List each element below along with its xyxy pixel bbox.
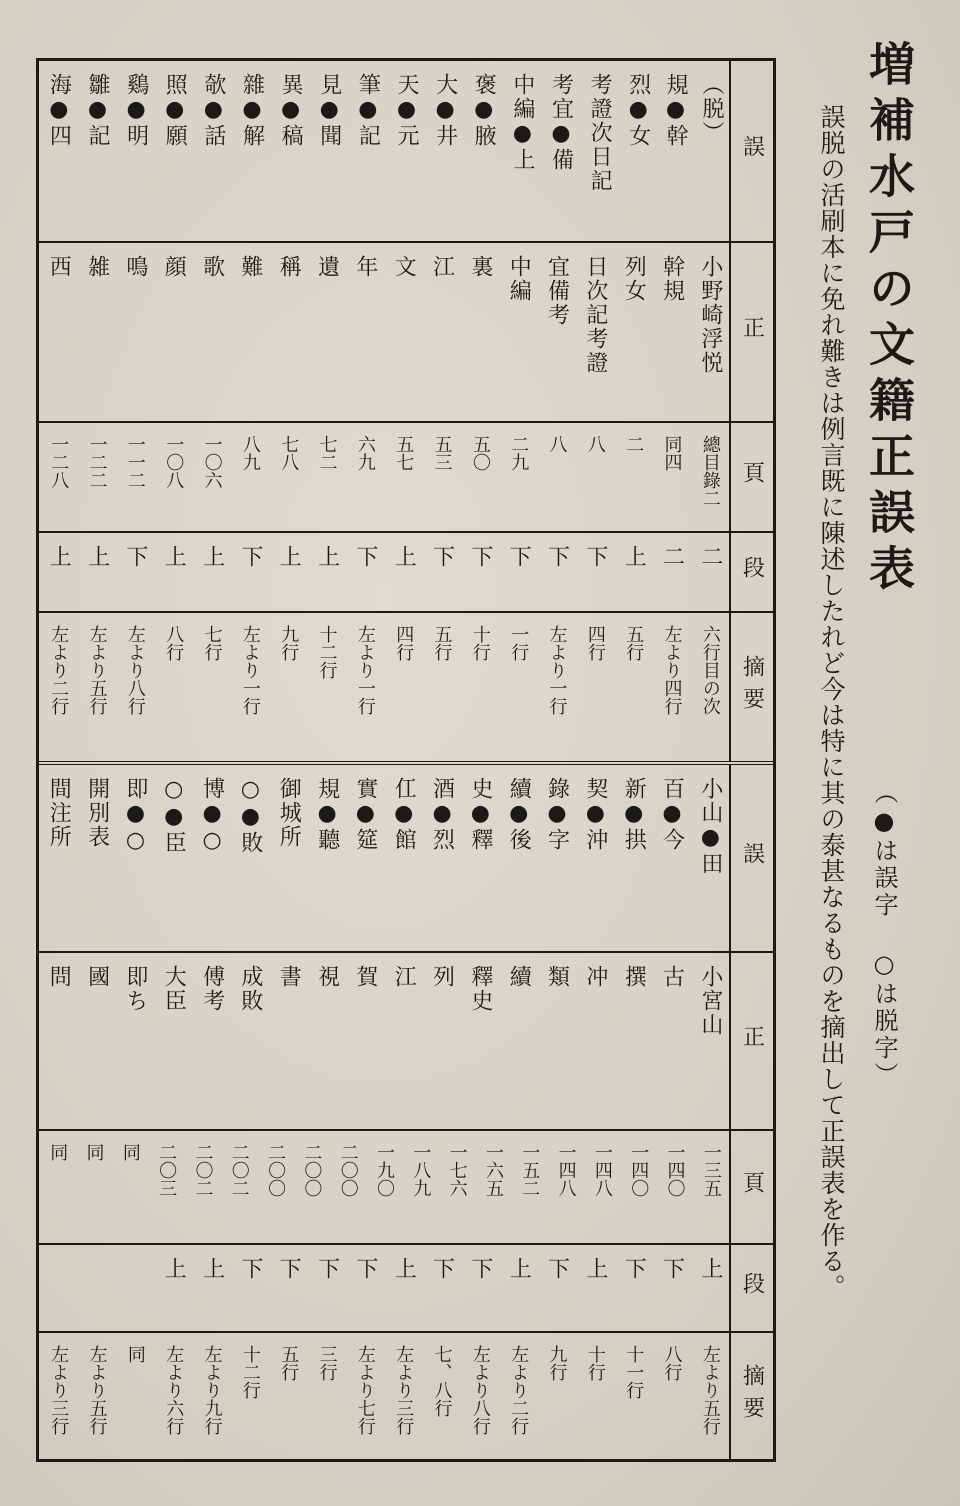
label-page-lower: 頁 [731, 1131, 773, 1245]
summary-entry: 左より三行 [393, 1345, 415, 1435]
upper-correct-band [39, 243, 729, 423]
section-entry: 下 [429, 545, 455, 569]
section-entry [116, 1245, 154, 1331]
summary-entry: 七、八行 [431, 1345, 453, 1417]
section-entry: 上 [391, 545, 417, 569]
section-entry: 下 [352, 545, 378, 569]
summary-entry: 左より五行 [699, 1345, 721, 1435]
label-error: 誤 [731, 61, 773, 243]
summary-entry: 左より一行 [546, 625, 568, 715]
error-entry: 考證次日記 [587, 73, 613, 193]
section-entry: 上 [84, 545, 110, 569]
page-entry: 一二八 [48, 435, 70, 489]
section-entry: 下 [429, 1257, 455, 1281]
page-entry: 二〇三 [156, 1143, 178, 1197]
correct-entry: 賀 [352, 965, 378, 989]
correct-entry: 傅考 [199, 965, 225, 1013]
section-entry: 上 [161, 1257, 187, 1281]
errata-table [36, 58, 776, 1462]
page-entry: 一〇六 [201, 435, 223, 489]
summary-entry: 一行 [508, 625, 530, 661]
correct-entry: 書 [276, 965, 302, 989]
error-entry: 酒●烈 [429, 777, 455, 852]
upper-label-column [729, 61, 773, 761]
upper-page-band [39, 423, 729, 533]
error-entry: 續●後 [506, 777, 532, 852]
page-entry: 一二二 [86, 435, 108, 489]
page-entry: 五〇 [469, 435, 491, 471]
correct-entry: 釋史 [467, 965, 493, 1013]
correct-entry: 鳴 [122, 255, 148, 279]
error-entry: 大●井 [432, 73, 458, 148]
correct-entry: 續 [506, 965, 532, 989]
upper-section-band [39, 533, 729, 613]
correct-entry: 年 [352, 255, 378, 279]
correct-entry: 古 [659, 965, 685, 989]
section-entry: 下 [544, 545, 570, 569]
section-entry: 下 [314, 1257, 340, 1281]
summary-entry: 八行 [163, 625, 185, 661]
page-entry: 二〇二 [228, 1143, 250, 1197]
summary-entry: 十行 [469, 625, 491, 661]
section-entry: 上 [506, 1257, 532, 1281]
error-entry: 褒●腋 [471, 73, 497, 148]
section-entry: 上 [199, 545, 225, 569]
error-entry: 即●○ [122, 777, 148, 855]
summary-entry: 左より八行 [469, 1345, 491, 1435]
section-entry: 下 [659, 1257, 685, 1281]
summary-entry: 八行 [661, 1345, 683, 1381]
error-entry: 實●筵 [352, 777, 378, 852]
page-entry: 五三 [431, 435, 453, 471]
section-entry: 下 [621, 1257, 647, 1281]
section-entry: 二 [697, 545, 723, 569]
lower-correct-band [39, 953, 729, 1131]
correct-entry: 西 [46, 255, 72, 279]
section-entry: 下 [544, 1257, 570, 1281]
correct-entry: 裏 [467, 255, 493, 279]
correct-entry: 遺 [314, 255, 340, 279]
error-entry: 海●四 [46, 73, 72, 148]
correct-entry: 歌 [199, 255, 225, 279]
page-entry: 一九〇 [374, 1143, 396, 1197]
error-entry: 天●元 [393, 73, 419, 148]
error-entry: 博●○ [199, 777, 225, 855]
correct-entry: 難 [237, 255, 263, 279]
page-entry: 一六五 [482, 1143, 504, 1197]
page-entry: 六九 [354, 435, 376, 471]
page-entry: 二〇〇 [265, 1143, 287, 1197]
page-entry: 二〇〇 [301, 1143, 323, 1197]
lower-label-column [729, 765, 773, 1459]
page-title: 増補水戸の文籍正誤表 [862, 40, 916, 600]
error-entry: 異●稿 [278, 73, 304, 148]
summary-entry: 左より五行 [86, 625, 108, 715]
summary-entry: 九行 [278, 625, 300, 661]
correct-entry: 日次記考證 [582, 255, 608, 375]
section-entry [39, 1245, 77, 1331]
correct-entry: 列女 [621, 255, 647, 303]
section-entry: 下 [276, 1257, 302, 1281]
correct-entry: 稱 [276, 255, 302, 279]
correct-entry: 江 [429, 255, 455, 279]
error-entry: 新●拱 [621, 777, 647, 852]
correct-entry: 即ち [122, 965, 148, 1013]
page-entry: 一四〇 [664, 1143, 686, 1197]
label-correct-lower: 正 [731, 953, 773, 1131]
summary-entry: 六行目の次 [699, 625, 721, 715]
errata-lower-half [39, 765, 773, 1459]
upper-summary-band [39, 613, 729, 761]
errata-upper-half [39, 61, 773, 765]
correct-entry: 列 [429, 965, 455, 989]
error-entry: 烈●女 [625, 73, 651, 148]
summary-entry: 七行 [201, 625, 223, 661]
error-entry: 百●今 [659, 777, 685, 852]
error-entry: ○●臣 [161, 777, 187, 855]
error-entry: 開別表 [84, 777, 110, 849]
summary-entry: 十一行 [623, 1345, 645, 1399]
label-summary-lower: 摘要 [739, 1364, 765, 1428]
error-entry: 仜●館 [391, 777, 417, 852]
page-entry: 同 [47, 1143, 69, 1161]
page-entry: 七八 [278, 435, 300, 471]
label-page: 頁 [731, 423, 773, 533]
page-entry: 同四 [661, 435, 683, 471]
correct-entry: 問 [46, 965, 72, 989]
error-entry: 錄●字 [544, 777, 570, 852]
lower-section-band [39, 1245, 729, 1333]
correct-entry: 顔 [161, 255, 187, 279]
section-entry: 下 [582, 545, 608, 569]
page-entry: 一四〇 [628, 1143, 650, 1197]
page-entry: 一七六 [446, 1143, 468, 1197]
page-entry: 總目錄二 [699, 435, 721, 507]
error-entry: 雜●解 [239, 73, 265, 148]
page-entry: 二〇〇 [337, 1143, 359, 1197]
summary-entry: 左より一行 [354, 625, 376, 715]
label-error-lower: 誤 [731, 765, 773, 953]
error-entry: （脱） 規●幹 [663, 73, 724, 148]
section-entry: 下 [352, 1257, 378, 1281]
summary-entry: 三行 [316, 1345, 338, 1381]
section-entry: 二 [659, 545, 685, 569]
correct-entry: 中編 [506, 255, 532, 303]
page-entry: 二 [623, 435, 645, 453]
correct-entry: 小宮山 [697, 965, 723, 1037]
summary-entry: 四行 [584, 625, 606, 661]
summary-entry: 左より九行 [201, 1345, 223, 1435]
section-entry [77, 1245, 115, 1331]
lower-error-band [39, 765, 729, 953]
label-summary: 摘要 [739, 655, 765, 719]
page-entry: 同 [119, 1143, 141, 1161]
page-entry: 同 [83, 1143, 105, 1161]
error-entry: 小山●田 [697, 777, 723, 876]
summary-entry: 五行 [431, 625, 453, 661]
section-entry: 上 [161, 545, 187, 569]
summary-entry: 左より四行 [661, 625, 683, 715]
error-entry: 見●聞 [316, 73, 342, 148]
correct-entry: 撰 [621, 965, 647, 989]
section-entry: 下 [237, 545, 263, 569]
label-section: 段 [731, 533, 773, 613]
page-entry: 五七 [393, 435, 415, 471]
summary-entry: 五行 [278, 1345, 300, 1381]
summary-entry: 十二行 [316, 625, 338, 679]
error-entry: ○●敗 [237, 777, 263, 855]
section-entry: 上 [621, 545, 647, 569]
page-entry: 二九 [508, 435, 530, 471]
page-entry: 七二 [316, 435, 338, 471]
error-entry: 御城所 [276, 777, 302, 849]
label-section-lower: 段 [731, 1245, 773, 1333]
section-entry: 上 [276, 545, 302, 569]
summary-entry: 左より二行 [48, 625, 70, 715]
label-correct: 正 [731, 243, 773, 423]
error-entry: 間注所 [46, 777, 72, 849]
page-entry: 一一二 [124, 435, 146, 489]
lower-summary-band [39, 1333, 729, 1459]
page-entry: 八 [546, 435, 568, 453]
correct-entry: 小野崎浮悦 [697, 255, 723, 375]
summary-entry: 五行 [623, 625, 645, 661]
summary-entry: 十行 [584, 1345, 606, 1381]
error-entry: 欹●話 [200, 73, 226, 148]
page-entry: 八九 [239, 435, 261, 471]
error-entry: 筆●記 [355, 73, 381, 148]
section-entry: 上 [582, 1257, 608, 1281]
summary-entry: 九行 [546, 1345, 568, 1381]
summary-entry: 四行 [393, 625, 415, 661]
error-entry: 考宜●備 [548, 73, 574, 172]
summary-entry: 十二行 [239, 1345, 261, 1399]
summary-entry: 左より五行 [86, 1345, 108, 1435]
page-entry: 八 [584, 435, 606, 453]
legend-note: （●は誤字 ○は脱字） [870, 780, 898, 1089]
summary-entry: 左より二行 [508, 1345, 530, 1435]
section-entry: 上 [199, 1257, 225, 1281]
summary-entry: 左より三行 [48, 1345, 70, 1435]
page-entry: 一八九 [410, 1143, 432, 1197]
section-entry: 上 [314, 545, 340, 569]
section-entry: 下 [237, 1257, 263, 1281]
page-entry: 一〇八 [163, 435, 185, 489]
correct-entry: 冲 [582, 965, 608, 989]
correct-entry: 幹規 [659, 255, 685, 303]
page-entry: 一三五 [700, 1143, 722, 1197]
correct-entry: 國 [84, 965, 110, 989]
lower-page-band [39, 1131, 729, 1245]
page-entry: 一五二 [519, 1143, 541, 1197]
page-entry: 一四八 [591, 1143, 613, 1197]
summary-entry: 左より一行 [239, 625, 261, 715]
section-entry: 下 [467, 545, 493, 569]
correct-entry: 江 [391, 965, 417, 989]
error-entry: 鷄●明 [123, 73, 149, 148]
section-entry: 下 [506, 545, 532, 569]
section-entry: 上 [697, 1257, 723, 1281]
correct-entry: 大臣 [161, 965, 187, 1013]
correct-entry: 宜備考 [544, 255, 570, 327]
section-entry: 下 [122, 545, 148, 569]
subtitle-note: 誤脱の活刷本に免れ難きは例言既に陳述したれど今は特に其の泰甚なるものを摘出して正誤表を作る。 [817, 104, 846, 1300]
correct-entry: 雑 [84, 255, 110, 279]
correct-entry: 視 [314, 965, 340, 989]
upper-error-band [39, 61, 729, 243]
page-entry: 一四八 [555, 1143, 577, 1197]
error-entry: 契●沖 [582, 777, 608, 852]
section-entry: 下 [467, 1257, 493, 1281]
summary-entry: 左より八行 [124, 625, 146, 715]
error-entry: 規●聽 [314, 777, 340, 852]
correct-entry: 成敗 [237, 965, 263, 1013]
error-entry: 史●釋 [467, 777, 493, 852]
page-entry: 二〇二 [192, 1143, 214, 1197]
correct-entry: 類 [544, 965, 570, 989]
summary-entry: 同 [124, 1345, 146, 1363]
correct-entry: 文 [391, 255, 417, 279]
section-entry: 上 [46, 545, 72, 569]
error-entry: 照●願 [162, 73, 188, 148]
error-entry: 中編●上 [509, 73, 535, 172]
summary-entry: 左より七行 [354, 1345, 376, 1435]
section-entry: 上 [391, 1257, 417, 1281]
error-entry: 雛●記 [84, 73, 110, 148]
summary-entry: 左より六行 [163, 1345, 185, 1435]
